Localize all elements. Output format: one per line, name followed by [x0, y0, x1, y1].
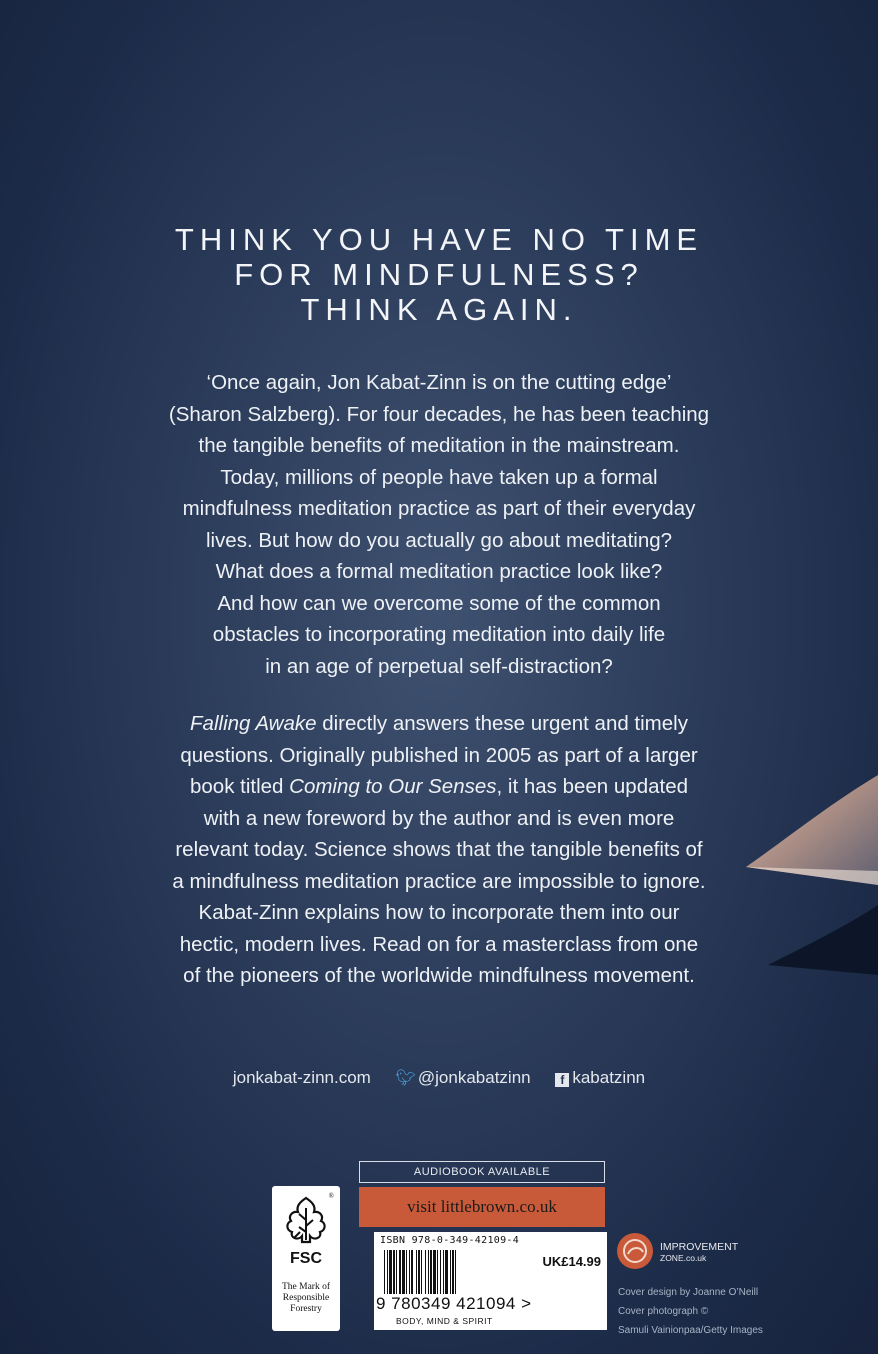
- barcode-bar: [437, 1250, 438, 1294]
- blurb-line: in an age of perpetual self-distraction?: [265, 654, 613, 678]
- social-links: [0, 1068, 878, 1088]
- blurb-line: the tangible benefits of meditation in the mainstream.: [198, 434, 680, 457]
- blurb-line: lives. But how do you actually go about meditating?: [205, 528, 673, 552]
- blurb-text: book titled: [189, 775, 290, 798]
- fsc-logo: [272, 1186, 340, 1331]
- fsc-tagline-line: The Mark of: [281, 1282, 330, 1292]
- barcode-bar: [409, 1250, 410, 1294]
- facebook-link[interactable]: [555, 1068, 645, 1087]
- blurb-line: What does a formal meditation practice look like?: [215, 560, 663, 583]
- credit-line: Cover design by Joanne O’Neill: [618, 1287, 759, 1298]
- blurb-line: Kabat-Zinn explains how to incorporate them into our: [198, 901, 680, 924]
- price-label: UK£14.99: [542, 1254, 601, 1269]
- book-title: Coming to Our Senses: [289, 775, 497, 798]
- fsc-tagline-line: Forestry: [290, 1304, 322, 1314]
- barcode-bar: [455, 1250, 456, 1294]
- blurb-line: (Sharon Salzberg). For four decades, he has been teaching: [168, 402, 710, 426]
- blurb-text: , it has been updated: [496, 775, 689, 798]
- blurb-line: [120, 708, 758, 740]
- improvement-zone-logo-icon: [616, 1232, 654, 1270]
- pen-nib-image: [738, 775, 878, 975]
- blurb-paragraph-2: [120, 708, 758, 992]
- barcode-bar: [450, 1250, 451, 1294]
- barcode-bar: [416, 1250, 417, 1294]
- fsc-tree-icon: [280, 1194, 332, 1246]
- barcode-bar: [389, 1250, 392, 1294]
- barcode-bar: [440, 1250, 441, 1294]
- barcode-bar: [452, 1250, 454, 1294]
- blurb-line: Today, millions of people have taken up a formal: [220, 465, 658, 489]
- audiobook-label: AUDIOBOOK AVAILABLE: [359, 1161, 605, 1183]
- facebook-icon: f: [555, 1073, 569, 1087]
- barcode-bar: [433, 1250, 436, 1294]
- headline: [0, 222, 878, 327]
- barcode-panel: [374, 1232, 607, 1330]
- iz-line: ZONE.co.uk: [660, 1253, 707, 1263]
- barcode-bar: [384, 1250, 385, 1294]
- improvement-zone-text: [660, 1242, 738, 1264]
- cover-credits: [618, 1283, 763, 1340]
- barcode-bar: [399, 1250, 401, 1294]
- iz-line: IMPROVEMENT: [660, 1241, 739, 1253]
- blurb-line: relevant today. Science shows that the tangible benefits of: [175, 838, 703, 861]
- blurb-line: questions. Originally published in 2005 as part of a larger: [180, 743, 698, 767]
- blurb-line: obstacles to incorporating meditation into daily life: [212, 623, 666, 646]
- twitter-link[interactable]: [396, 1068, 531, 1087]
- credit-line: Samuli Vainionpaa/Getty Images: [618, 1325, 763, 1336]
- barcode-bar: [396, 1250, 397, 1294]
- blurb-line: hectic, modern lives. Read on for a masterclass from one: [179, 932, 699, 956]
- blurb-line: And how can we overcome some of the common: [217, 591, 661, 615]
- barcode-bar: [393, 1250, 395, 1294]
- blurb-line: mindfulness meditation practice as part of their everyday: [182, 497, 696, 520]
- fsc-tagline-line: Responsible: [282, 1293, 330, 1303]
- barcode-bar: [425, 1250, 426, 1294]
- barcode-bar: [406, 1250, 407, 1294]
- barcode-bar: [428, 1250, 429, 1294]
- twitter-handle: @jonkabatzinn: [417, 1068, 531, 1087]
- barcode-bar: [421, 1250, 422, 1294]
- barcode-icon: [384, 1250, 534, 1294]
- fsc-name: FSC: [290, 1250, 322, 1267]
- barcode-bar: [387, 1250, 388, 1294]
- barcode-bar: [443, 1250, 444, 1294]
- barcode-bar: [430, 1250, 432, 1294]
- blurb-line: a mindfulness meditation practice are impossible to ignore.: [172, 869, 706, 893]
- blurb-paragraph-1: [120, 367, 758, 682]
- category-label: BODY, MIND & SPIRIT: [396, 1316, 493, 1326]
- barcode-digits: 9 780349 421094 >: [376, 1294, 532, 1313]
- blurb-line: of the pioneers of the worldwide mindfulness movement.: [183, 964, 695, 987]
- blurb-line: [120, 771, 758, 803]
- facebook-handle: kabatzinn: [572, 1068, 646, 1087]
- blurb-line: with a new foreword by the author and is even more: [203, 806, 675, 830]
- barcode-bar: [445, 1250, 448, 1294]
- barcode-bar: [402, 1250, 405, 1294]
- registered-mark-icon: ®: [328, 1192, 334, 1200]
- barcode-bar: [418, 1250, 420, 1294]
- headline-line: THINK YOU HAVE NO TIME: [174, 222, 704, 257]
- headline-line: THINK AGAIN.: [300, 292, 578, 327]
- blurb-line: ‘Once again, Jon Kabat-Zinn is on the cutting edge’: [206, 371, 672, 394]
- visit-banner: visit littlebrown.co.uk: [359, 1187, 605, 1227]
- isbn-text: ISBN 978-0-349-42109-4: [380, 1235, 520, 1246]
- headline-line: FOR MINDFULNESS?: [234, 257, 644, 292]
- blurb-text: directly answers these urgent and timely: [316, 712, 688, 735]
- credit-line: Cover photograph ©: [618, 1306, 709, 1317]
- website-link[interactable]: jonkabat-zinn.com: [232, 1068, 371, 1087]
- fsc-tagline: [272, 1282, 340, 1315]
- barcode-bar: [411, 1250, 413, 1294]
- book-title: Falling Awake: [190, 712, 317, 735]
- twitter-icon: 🐦︎: [395, 1070, 416, 1087]
